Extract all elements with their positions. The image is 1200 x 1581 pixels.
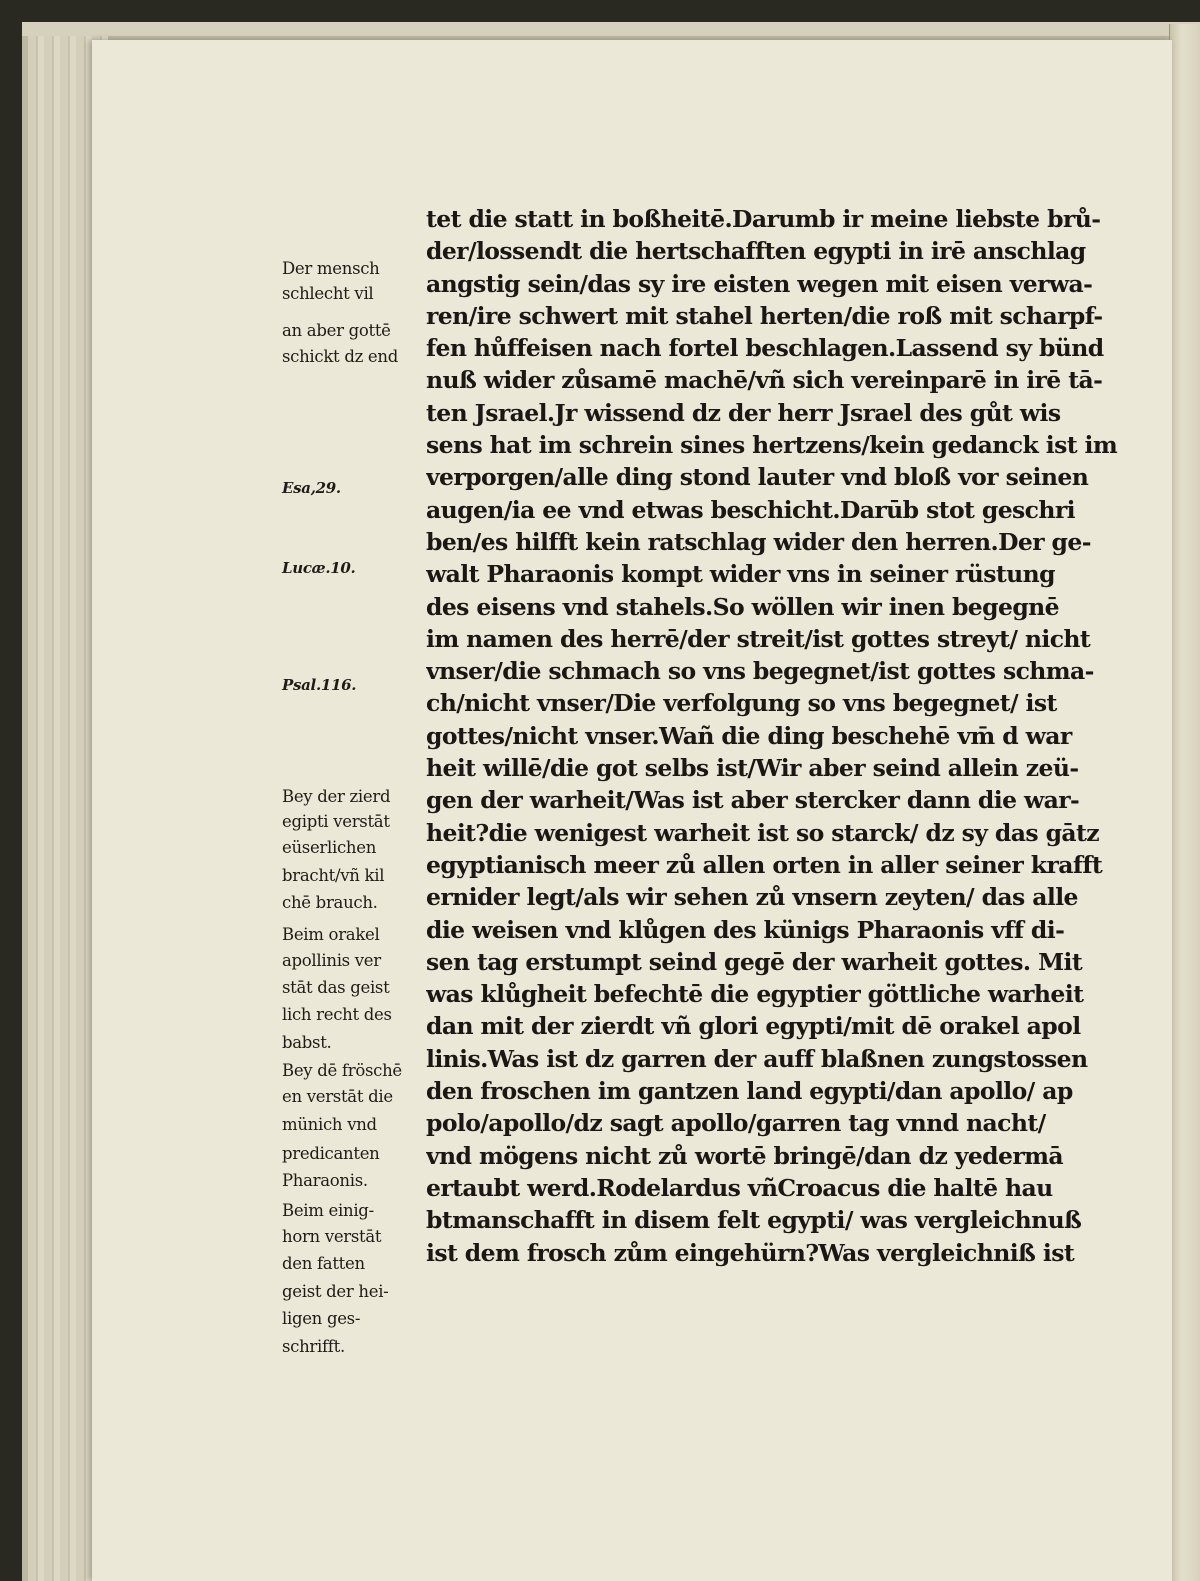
margin-note: horn verstāt — [282, 1227, 382, 1246]
margin-note: stāt das geist — [282, 978, 390, 997]
text-line: polo/apollo/dz sagt apollo/garren tag vnnd nacht/ — [426, 1109, 1046, 1138]
margin-note: ligen ges- — [282, 1309, 361, 1328]
text-line: btmanschafft in disem felt egypti/ was vergleichnuß — [426, 1206, 1082, 1235]
text-line: dan mit der zierdt vñ glori egypti/mit dē orakel apol — [426, 1012, 1081, 1041]
margin-note: Esa,29. — [282, 479, 341, 497]
margin-note: predicanten — [282, 1144, 380, 1163]
margin-note: bracht/vñ kil — [282, 866, 385, 885]
text-line: verporgen/alle ding stond lauter vnd bloß vor seinen — [426, 463, 1089, 492]
margin-note: den fatten — [282, 1254, 365, 1273]
main-text-block — [426, 203, 1146, 1269]
margin-note: chē brauch. — [282, 893, 378, 912]
margin-note: geist der hei- — [282, 1282, 389, 1301]
page-top-edge — [22, 22, 1200, 36]
margin-note: Psal.116. — [282, 676, 357, 694]
margin-note: Bey dē fröschē — [282, 1061, 402, 1080]
text-line: vnser/die schmach so vns begegnet/ist gottes schma- — [426, 657, 1094, 686]
facing-page-edge — [1169, 24, 1200, 1581]
text-line: ben/es hilfft kein ratschlag wider den herren.Der ge- — [426, 527, 1091, 556]
margin-note: lich recht des — [282, 1005, 392, 1024]
text-line: heit willē/die got selbs ist/Wir aber seind allein zeü- — [426, 754, 1079, 783]
text-line: den froschen im gantzen land egypti/dan apollo/ ap — [426, 1077, 1073, 1106]
text-line: walt Pharaonis kompt wider vns in seiner rüstung — [426, 560, 1055, 589]
text-line: angstig sein/das sy ire eisten wegen mit eisen verwa- — [426, 269, 1093, 298]
text-line: vnd mögens nicht zů wortē bringē/dan dz yedermā — [426, 1141, 1064, 1170]
margin-note: egipti verstāt — [282, 812, 390, 831]
margin-note: schickt dz end — [282, 347, 398, 366]
text-line: augen/ia ee vnd etwas beschicht.Darūb stot geschri — [426, 495, 1075, 524]
margin-note: Der mensch — [282, 259, 380, 278]
margin-note: babst. — [282, 1033, 332, 1052]
margin-note: münich vnd — [282, 1115, 377, 1134]
margin-note: Bey der zierd — [282, 787, 391, 806]
text-line: sen tag erstumpt seind gegē der warheit gottes. Mit — [426, 947, 1083, 976]
text-line: ten Jsrael.Jr wissend dz der herr Jsrael des gůt wis — [426, 398, 1061, 427]
text-line: gen der warheit/Was ist aber stercker dann die war- — [426, 786, 1080, 815]
text-line: tet die statt in boßheitē.Darumb ir meine liebste brů- — [426, 205, 1101, 233]
text-line: was klůgheit befechtē die egyptier göttliche warheit — [426, 980, 1084, 1009]
margin-note: eüserlichen — [282, 838, 377, 857]
margin-note: schlecht vil — [282, 284, 374, 303]
text-line: der/lossendt die hertschafften egypti in irē anschlag — [426, 237, 1086, 266]
text-line: ernider legt/als wir sehen zů vnsern zeyten/ das alle — [426, 883, 1078, 912]
margin-note: schrifft. — [282, 1337, 345, 1356]
margin-note: Beim orakel — [282, 925, 380, 944]
margin-note: en verstāt die — [282, 1087, 393, 1106]
text-line: ch/nicht vnser/Die verfolgung so vns begegnet/ ist — [426, 689, 1057, 718]
text-line: im namen des herrē/der streit/ist gottes streyt/ nicht — [426, 624, 1091, 653]
text-line: fen hůffeisen nach fortel beschlagen.Lassend sy bünd — [426, 334, 1104, 363]
text-line: linis.Was ist dz garren der auff blaßnen zungstossen — [426, 1044, 1088, 1073]
text-line: nuß wider zůsamē machē/vñ sich vereinparē in irē tā- — [426, 366, 1103, 395]
text-line: die weisen vnd klůgen des künigs Pharaonis vff di- — [426, 915, 1065, 944]
text-line: egyptianisch meer zů allen orten in aller seiner krafft — [426, 850, 1103, 879]
margin-note: apollinis ver — [282, 951, 381, 970]
margin-note: Pharaonis. — [282, 1171, 368, 1190]
text-line: gottes/nicht vnser.Wañ die ding beschehē vm̄ d war — [426, 721, 1072, 750]
text-line: des eisens vnd stahels.So wöllen wir inen begegnē — [426, 592, 1059, 621]
text-line: ertaubt werd.Rodelardus vñCroacus die haltē hau — [426, 1173, 1053, 1202]
margin-note: Beim einig- — [282, 1201, 374, 1220]
margin-note: an aber gottē — [282, 321, 391, 340]
text-line: sens hat im schrein sines hertzens/kein gedanck ist im — [426, 431, 1118, 460]
text-line: heit?die wenigest warheit ist so starck/ dz sy das gātz — [426, 818, 1100, 847]
text-line: ren/ire schwert mit stahel herten/die roß mit scharpf- — [426, 301, 1103, 330]
margin-note: Lucæ.10. — [282, 559, 356, 577]
text-line: ist dem frosch zům eingehürn?Was vergleichniß ist — [426, 1238, 1075, 1267]
